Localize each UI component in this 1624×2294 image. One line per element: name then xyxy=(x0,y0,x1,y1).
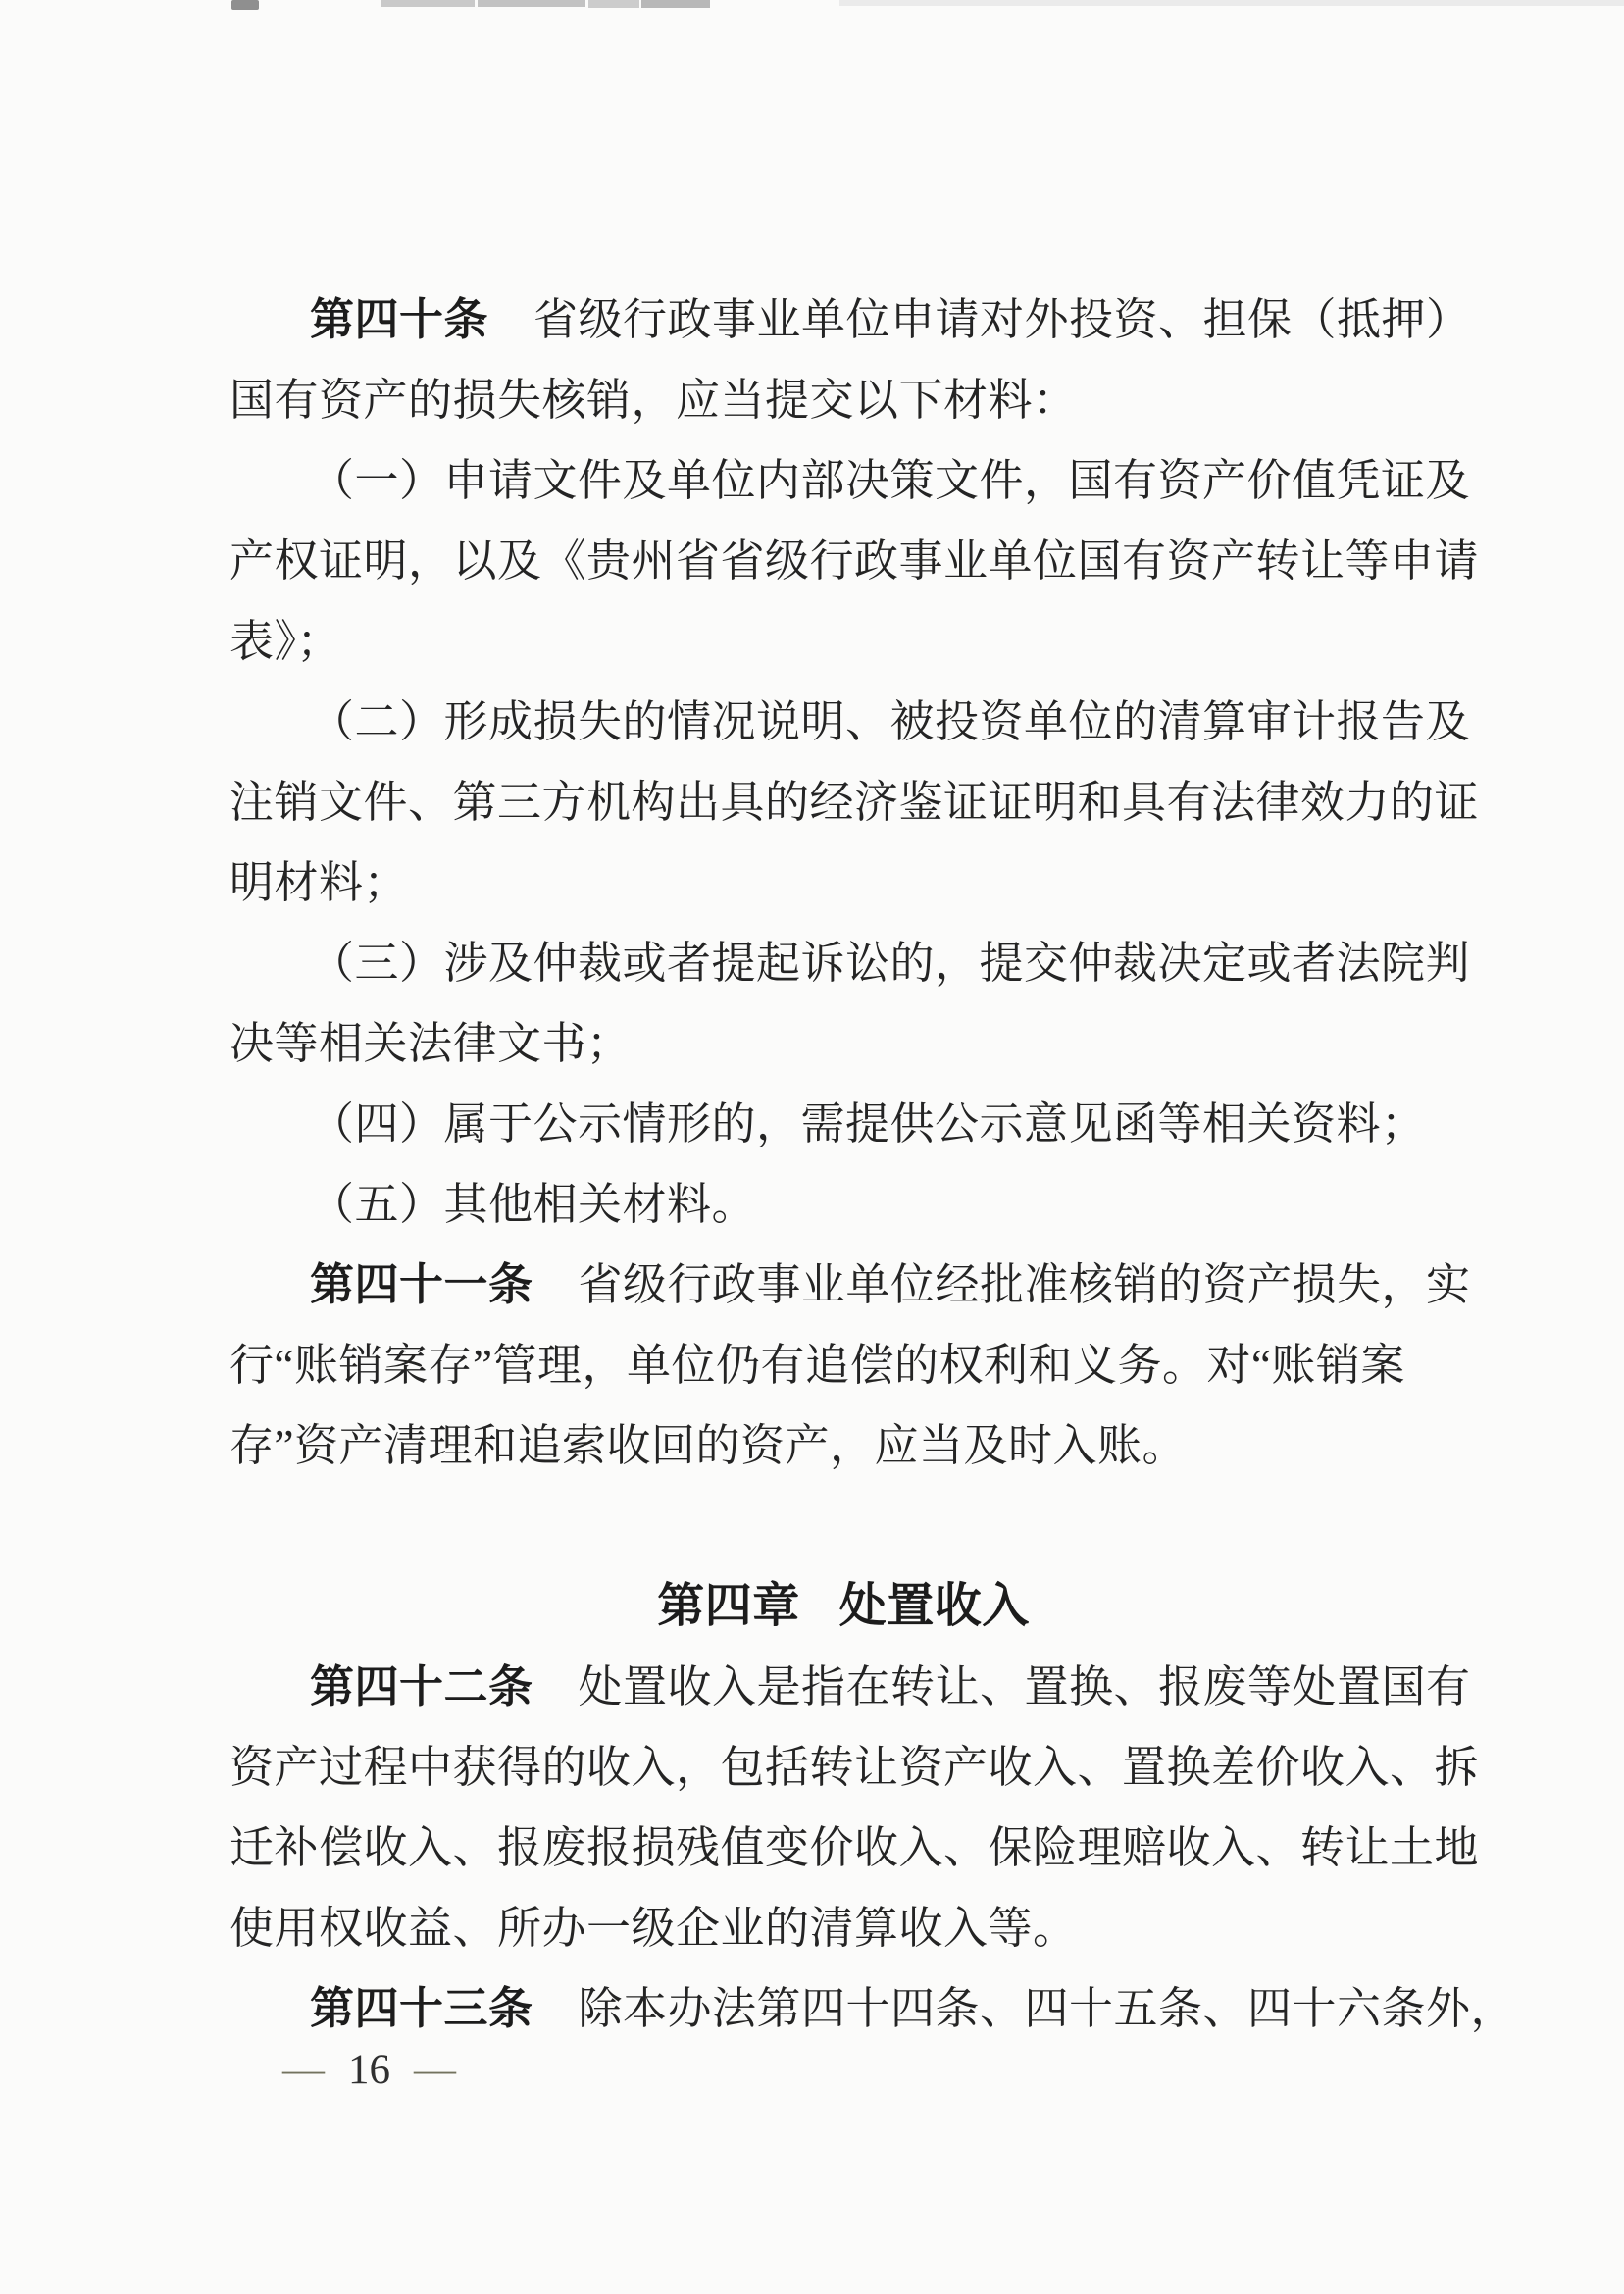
line-text: （四）属于公示情形的，需提供公示意见函等相关资料； xyxy=(310,1099,1426,1148)
scan-artifact xyxy=(381,0,475,7)
line-text: 资产过程中获得的收入，包括转让资产收入、置换差价收入、拆 xyxy=(229,1743,1480,1792)
text-line xyxy=(229,1808,1480,1888)
text-line xyxy=(229,1084,1457,1164)
scan-artifact xyxy=(231,0,259,10)
line-text: 行“账销案存”管理，单位仍有追偿的权利和义务。对“账销案 xyxy=(229,1341,1405,1390)
line-text: 迁补偿收入、报废报损残值变价收入、保险理赔收入、转让土地 xyxy=(229,1823,1480,1872)
article-number: 第四十三条 xyxy=(310,1983,533,2033)
text-line xyxy=(229,1325,1457,1405)
line-text: 处置收入 xyxy=(838,1580,1030,1632)
text-line xyxy=(229,360,1457,440)
line-text: （五）其他相关材料。 xyxy=(310,1180,757,1229)
scan-artifact xyxy=(478,0,585,7)
page-number: 16 xyxy=(348,2047,390,2093)
text-line xyxy=(229,1968,1516,2049)
line-text: 存”资产清理和追索收回的资产，应当及时入账。 xyxy=(229,1421,1187,1470)
footer-dash-left: — xyxy=(282,2050,325,2090)
line-text: （二）形成损失的情况说明、被投资单位的清算审计报告及 xyxy=(310,697,1471,746)
page-footer xyxy=(282,2046,456,2095)
text-line xyxy=(229,923,1471,1003)
line-text: 省级行政事业单位经批准核销的资产损失，实 xyxy=(578,1260,1471,1309)
text-line xyxy=(229,682,1471,762)
scan-artifact xyxy=(588,0,639,8)
line-text: 决等相关法律文书； xyxy=(229,1019,632,1068)
line-text: 表》； xyxy=(229,617,342,666)
line-text: 除本办法第四十四条、四十五条、四十六条外， xyxy=(578,1984,1516,2033)
text-line xyxy=(229,280,1471,360)
article-number: 第四十条 xyxy=(310,294,489,344)
text-line xyxy=(229,1727,1480,1808)
text-line xyxy=(229,1164,1457,1245)
article-number: 第四十二条 xyxy=(310,1661,533,1711)
article-number: 第四章 xyxy=(657,1580,800,1632)
line-text: 明材料； xyxy=(229,858,409,907)
text-line xyxy=(229,1003,1457,1084)
text-line xyxy=(229,1647,1471,1727)
text-line xyxy=(229,842,1457,923)
line-text: 国有资产的损失核销，应当提交以下材料： xyxy=(229,376,1078,425)
scan-artifact xyxy=(839,0,1624,6)
line-text: 注销文件、第三方机构出具的经济鉴证证明和具有法律效力的证 xyxy=(229,778,1480,827)
text-line xyxy=(229,521,1480,601)
line-text: 产权证明，以及《贵州省省级行政事业单位国有资产转让等申请 xyxy=(229,536,1480,586)
line-text: 处置收入是指在转让、置换、报废等处置国有 xyxy=(578,1662,1471,1711)
text-line xyxy=(229,762,1480,842)
scan-artifact xyxy=(641,0,710,8)
line-text: 省级行政事业单位申请对外投资、担保（抵押） xyxy=(533,295,1471,344)
text-line xyxy=(229,601,1457,682)
text-line xyxy=(229,1888,1457,1968)
document-body xyxy=(229,280,1516,2049)
article-number: 第四十一条 xyxy=(310,1259,533,1309)
chapter-heading xyxy=(229,1566,1457,1647)
line-text: 使用权收益、所办一级企业的清算收入等。 xyxy=(229,1904,1078,1953)
text-line xyxy=(229,1245,1471,1325)
footer-dash-right: — xyxy=(414,2050,456,2090)
line-text: （一）申请文件及单位内部决策文件，国有资产价值凭证及 xyxy=(310,456,1471,505)
line-text: （三）涉及仲裁或者提起诉讼的，提交仲裁决定或者法院判 xyxy=(310,939,1471,988)
text-line xyxy=(229,440,1471,521)
text-line xyxy=(229,1405,1457,1486)
